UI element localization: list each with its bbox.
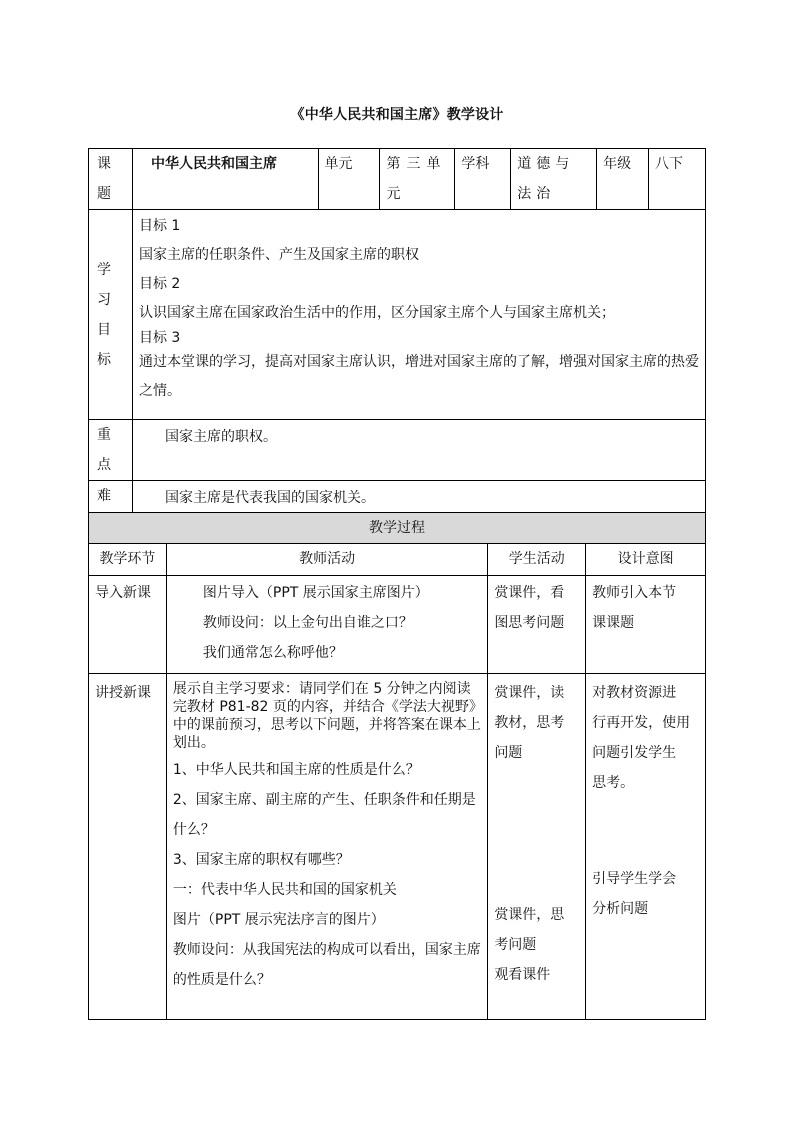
- goal-1-text: 国家主席的任职条件、产生及国家主席的职权: [138, 247, 419, 263]
- subject-label: 学科: [455, 149, 511, 210]
- intro-intent-line-2: 课课题: [592, 615, 635, 631]
- lesson-teacher-activity: [166, 674, 487, 1020]
- intro-design-intent: [586, 576, 706, 674]
- difficulty-label: 难: [89, 481, 133, 542]
- document-title: 《中华人民共和国主席》教学设计: [290, 107, 504, 123]
- intro-student-activity: [488, 576, 586, 674]
- question-3: 3、国家主席的职权有哪些？: [172, 852, 350, 868]
- goal-3-text: 通过本堂课的学习，提高对国家主席认识，增进对国家主席的了解，增强对国家主席的热爱之情。: [138, 354, 699, 399]
- stage-intro: 导入新课: [89, 576, 167, 674]
- lesson-intent-line-5: 引导学生学会: [592, 871, 677, 887]
- section-title: 教学过程: [89, 513, 706, 544]
- intro-student-line-1: 赏课件，看: [494, 585, 565, 601]
- header-stage: 教学环节: [89, 544, 167, 576]
- lesson-intent-line-6: 分析问题: [592, 901, 649, 917]
- unit-label: 单元: [318, 149, 380, 210]
- goal-3-heading: 目标 3: [138, 330, 181, 346]
- intro-teacher-activity: [166, 576, 487, 674]
- question-2: 2、国家主席、副主席的产生、任职条件和任期是什么？: [172, 792, 476, 838]
- constitution-image-note: 图片（PPT 展示宪法序言的图片）: [172, 912, 385, 928]
- lesson-intent-line-1: 对教材资源进: [592, 685, 677, 701]
- lesson-design-intent: [586, 674, 706, 1020]
- lesson-student-line-2: 教材，思考: [494, 715, 565, 731]
- lesson-intent-line-4: 思考。: [592, 775, 635, 791]
- grade-label: 年级: [597, 149, 649, 210]
- goal-2-heading: 目标 2: [138, 276, 181, 292]
- lesson-student-line-5: 考问题: [494, 937, 537, 953]
- topic-label: 课题: [89, 149, 133, 210]
- learning-goals: [132, 210, 705, 420]
- grade-value: 八下: [649, 149, 706, 210]
- lesson-student-line-6: 观看课件: [494, 967, 551, 983]
- key-point-label: 重点: [89, 420, 133, 481]
- topic-value: 中华人民共和国主席: [132, 149, 318, 210]
- unit-value: 第三单元: [380, 149, 455, 210]
- goal-1-heading: 目标 1: [138, 218, 181, 234]
- lesson-info-table: [88, 148, 706, 542]
- question-1: 1、中华人民共和国主席的性质是什么？: [172, 762, 420, 778]
- header-teacher-activity: 教师活动: [166, 544, 487, 576]
- lesson-student-line-1: 赏课件，读: [494, 685, 565, 701]
- teaching-process-table: [88, 512, 706, 1020]
- subject-value: 道德与法治: [511, 149, 597, 210]
- lesson-intent-line-2: 行再开发，使用: [592, 715, 691, 731]
- header-design-intent: 设计意图: [586, 544, 706, 576]
- stage-new-lesson: 讲授新课: [89, 674, 167, 1020]
- goal-2-text: 认识国家主席在国家政治生活中的作用，区分国家主席个人与国家主席机关；: [138, 305, 615, 321]
- goals-label: 学习目标: [89, 210, 133, 420]
- header-student-activity: 学生活动: [488, 544, 586, 576]
- intro-student-line-2: 图思考问题: [494, 615, 565, 631]
- lesson-student-line-4: 赏课件，思: [494, 907, 565, 923]
- lesson-student-activity: [488, 674, 586, 1020]
- intro-teacher-line-2: 教师设问：以上金句出自谁之口？: [202, 615, 413, 631]
- difficulty-value: 国家主席是代表我国的国家机关。: [132, 481, 705, 542]
- intro-teacher-line-3: 我们通常怎么称呼他？: [202, 645, 343, 661]
- key-point-value: 国家主席的职权。: [132, 420, 705, 481]
- intro-teacher-line-1: 图片导入（PPT 展示国家主席图片）: [202, 585, 429, 601]
- intro-intent-line-1: 教师引入本节: [592, 585, 677, 601]
- teacher-question: 教师设问：从我国宪法的构成可以看出，国家主席的性质是什么？: [172, 942, 481, 988]
- lesson-intent-line-3: 问题引发学生: [592, 745, 677, 761]
- self-study-requirement: 展示自主学习要求：请同学们在 5 分钟之内阅读完教材 P81-82 页的内容，并结合《学法大视野》中的课前预习，思考以下问题，并将答案在课本上划出。: [172, 681, 481, 751]
- point-one-heading: 一：代表中华人民共和国的国家机关: [172, 882, 397, 898]
- lesson-student-line-3: 问题: [494, 745, 523, 761]
